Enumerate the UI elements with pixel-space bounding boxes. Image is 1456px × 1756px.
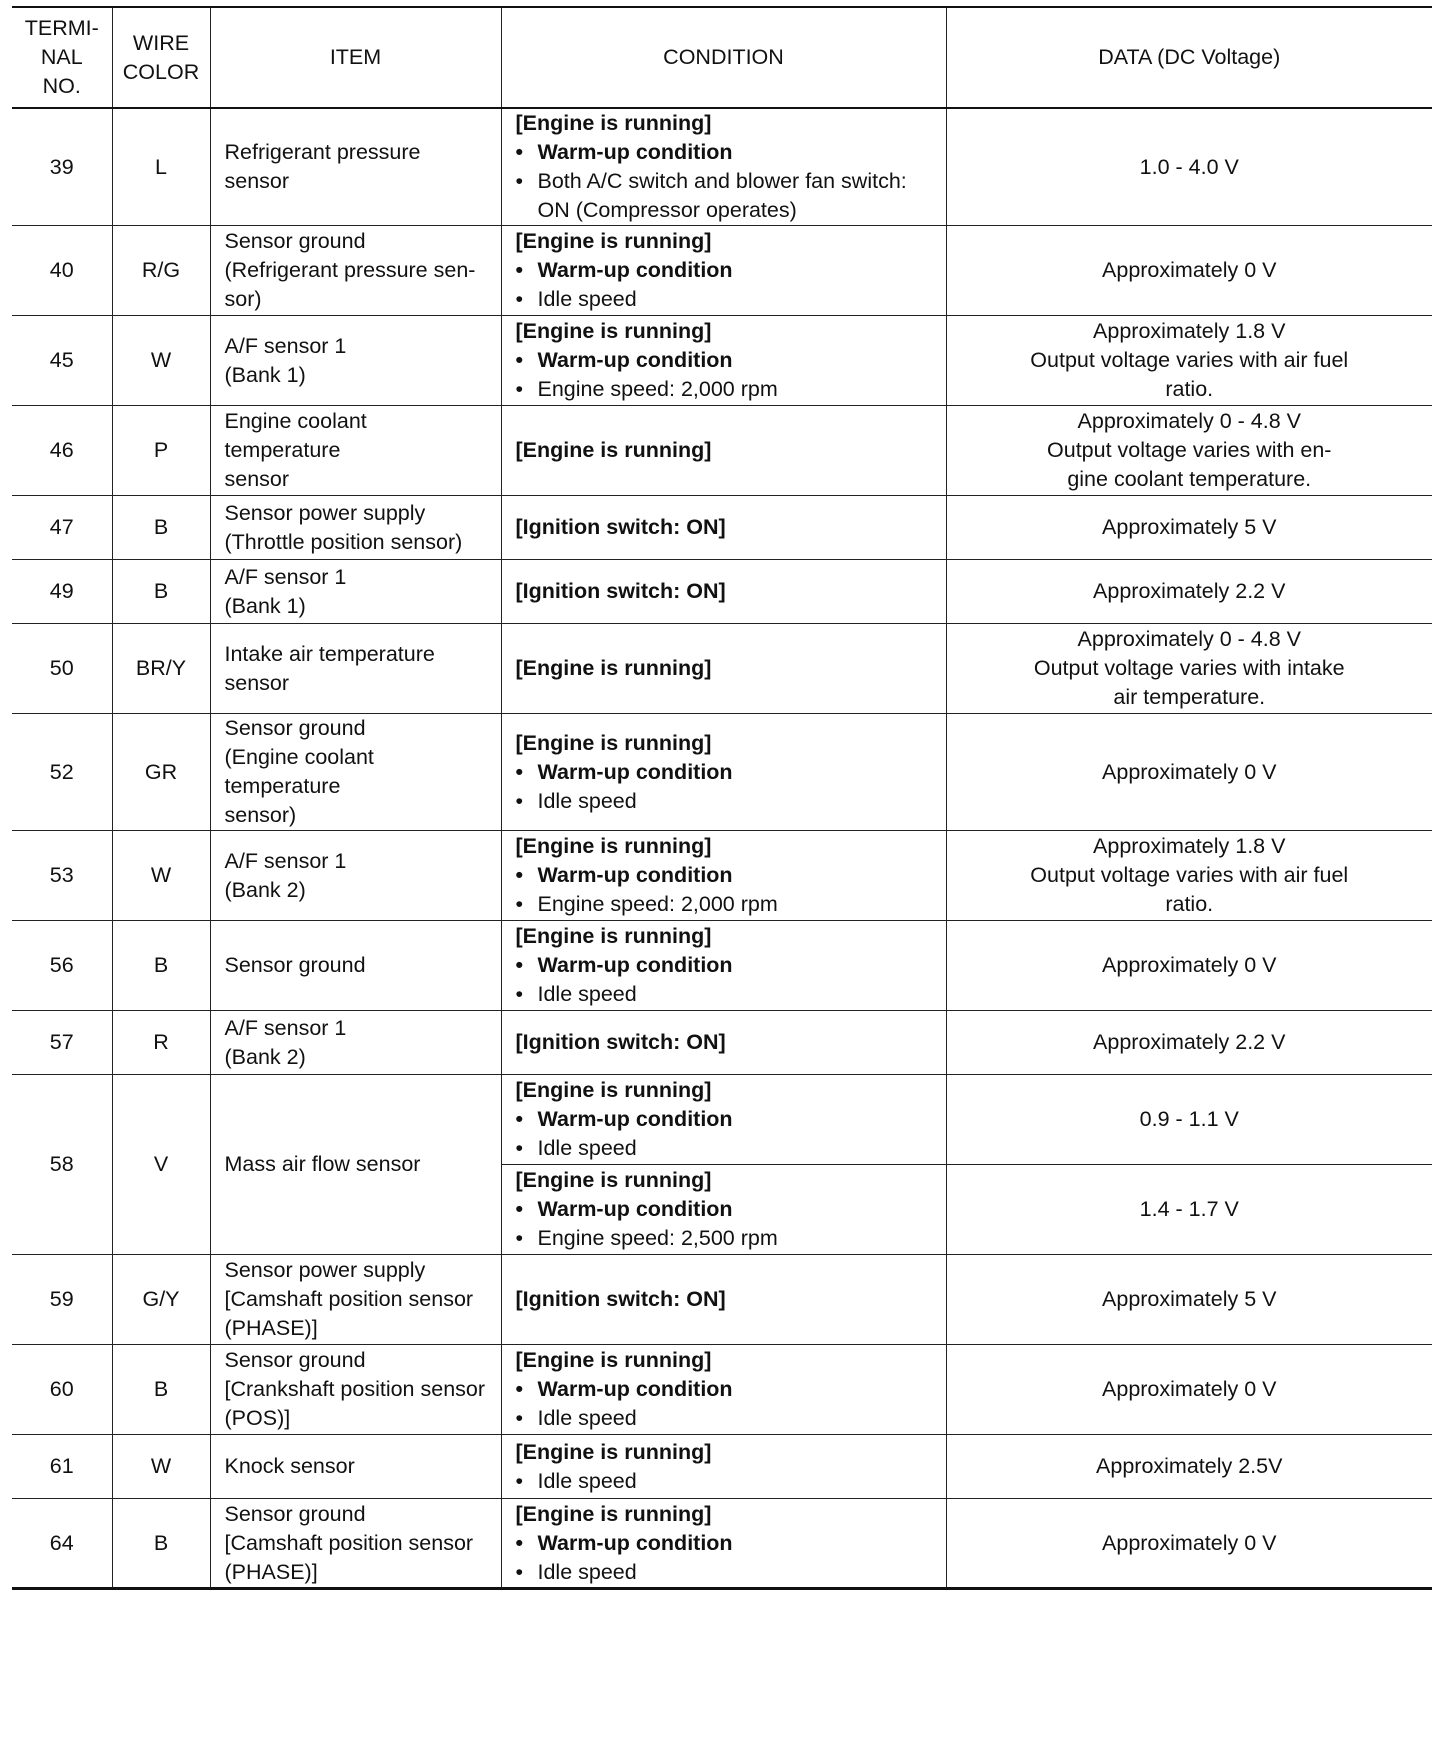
- terminal-data-document: [12, 6, 1432, 1590]
- condition-main: [Engine is running]: [515, 1501, 712, 1526]
- condition-bullet: • Idle speed: [516, 1558, 932, 1587]
- wire-color-cell: B: [112, 560, 210, 624]
- header-condition: CONDITION: [501, 7, 946, 108]
- condition-bullet: • Warm-up condition: [516, 256, 932, 285]
- terminal-no-cell: 47: [12, 496, 112, 560]
- table-row: [12, 1255, 1432, 1345]
- data-voltage-cell: Approximately 0 V: [946, 1345, 1432, 1435]
- condition-bullets: [516, 1195, 932, 1253]
- condition-bullets: [516, 346, 932, 404]
- table-row: [12, 108, 1432, 226]
- item-cell: Sensor ground [Camshaft position sensor (PHASE)]: [210, 1499, 501, 1589]
- terminal-no-cell: 49: [12, 560, 112, 624]
- terminal-no-cell: 57: [12, 1011, 112, 1075]
- condition-cell: [501, 714, 946, 831]
- item-cell: Sensor ground [Crankshaft position sensor (POS)]: [210, 1345, 501, 1435]
- condition-cell: [501, 108, 946, 226]
- condition-bullets: [516, 758, 932, 816]
- data-voltage-cell: Approximately 0 V: [946, 714, 1432, 831]
- condition-bullet: • Warm-up condition: [516, 861, 932, 890]
- table-row: [12, 714, 1432, 831]
- terminal-no-cell: 40: [12, 226, 112, 316]
- condition-bullet: • Idle speed: [516, 787, 932, 816]
- data-voltage-cell: 1.4 - 1.7 V: [946, 1165, 1432, 1255]
- condition-bullets: [516, 1375, 932, 1433]
- item-cell: A/F sensor 1 (Bank 1): [210, 560, 501, 624]
- table-row: [12, 1435, 1432, 1499]
- condition-main: [Engine is running]: [515, 1439, 712, 1464]
- item-cell: Intake air temperature sensor: [210, 624, 501, 714]
- data-voltage-cell: Approximately 5 V: [946, 496, 1432, 560]
- data-voltage-cell: Approximately 0 - 4.8 V Output voltage varies with intake air temperature.: [946, 624, 1432, 714]
- condition-bullet: • Engine speed: 2,000 rpm: [516, 375, 932, 404]
- table-row: [12, 1075, 1432, 1165]
- table-row: [12, 316, 1432, 406]
- table-header-row: [12, 7, 1432, 108]
- header-data: DATA (DC Voltage): [946, 7, 1432, 108]
- data-voltage-cell: Approximately 2.2 V: [946, 1011, 1432, 1075]
- condition-cell: [501, 1165, 946, 1255]
- data-voltage-cell: Approximately 5 V: [946, 1255, 1432, 1345]
- item-cell: Sensor ground: [210, 921, 501, 1011]
- condition-bullet: • Warm-up condition: [516, 138, 932, 167]
- wire-color-cell: W: [112, 831, 210, 921]
- data-voltage-cell: Approximately 0 V: [946, 226, 1432, 316]
- wire-color-cell: G/Y: [112, 1255, 210, 1345]
- table-row: [12, 1011, 1432, 1075]
- condition-bullet: • Idle speed: [516, 980, 932, 1009]
- terminal-no-cell: 45: [12, 316, 112, 406]
- header-wire-color: WIRE COLOR: [112, 7, 210, 108]
- condition-bullet: • Engine speed: 2,500 rpm: [516, 1224, 932, 1253]
- data-voltage-cell: Approximately 2.5V: [946, 1435, 1432, 1499]
- condition-cell: [501, 624, 946, 714]
- wire-color-cell: W: [112, 316, 210, 406]
- table-row: [12, 624, 1432, 714]
- condition-bullet: • Idle speed: [516, 1404, 932, 1433]
- item-cell: Sensor power supply [Camshaft position sensor (PHASE)]: [210, 1255, 501, 1345]
- data-voltage-cell: Approximately 0 V: [946, 1499, 1432, 1589]
- condition-cell: [501, 1011, 946, 1075]
- condition-main: [Engine is running]: [515, 1078, 712, 1102]
- data-voltage-cell: 0.9 - 1.1 V: [946, 1075, 1432, 1165]
- condition-cell: [501, 921, 946, 1011]
- condition-main: [Engine is running]: [515, 1348, 712, 1372]
- data-voltage-cell: Approximately 0 - 4.8 V Output voltage varies with en- gine coolant temperature.: [946, 406, 1432, 496]
- condition-bullet: • Warm-up condition: [516, 1195, 932, 1224]
- condition-bullets: [516, 1467, 932, 1496]
- table-row: [12, 560, 1432, 624]
- condition-main: [Engine is running]: [515, 924, 712, 948]
- wire-color-cell: W: [112, 1435, 210, 1499]
- condition-bullet: • Warm-up condition: [516, 1375, 932, 1404]
- condition-bullets: [516, 1529, 932, 1587]
- terminal-no-cell: 58: [12, 1075, 112, 1255]
- item-cell: Sensor ground (Refrigerant pressure sen- sor): [210, 226, 501, 316]
- data-voltage-cell: Approximately 1.8 V Output voltage varies with air fuel ratio.: [946, 831, 1432, 921]
- condition-main: [Engine is running]: [515, 111, 712, 135]
- condition-main: [Ignition switch: ON]: [515, 515, 726, 539]
- data-voltage-cell: 1.0 - 4.0 V: [946, 108, 1432, 226]
- condition-cell: [501, 1499, 946, 1589]
- condition-main: [Engine is running]: [515, 1168, 712, 1192]
- condition-bullets: [516, 951, 932, 1009]
- wire-color-cell: R/G: [112, 226, 210, 316]
- wire-color-cell: L: [112, 108, 210, 226]
- condition-bullets: [516, 1105, 932, 1163]
- condition-main: [Ignition switch: ON]: [515, 1030, 726, 1054]
- terminal-no-cell: 52: [12, 714, 112, 831]
- item-cell: Mass air flow sensor: [210, 1075, 501, 1255]
- condition-bullet: • Warm-up condition: [516, 1105, 932, 1134]
- condition-main: [Engine is running]: [515, 438, 712, 462]
- wire-color-cell: V: [112, 1075, 210, 1255]
- condition-bullet: • Idle speed: [516, 1467, 932, 1496]
- table-row: [12, 496, 1432, 560]
- wire-color-cell: R: [112, 1011, 210, 1075]
- data-voltage-cell: Approximately 2.2 V: [946, 560, 1432, 624]
- condition-cell: [501, 226, 946, 316]
- terminal-no-cell: 61: [12, 1435, 112, 1499]
- wire-color-cell: P: [112, 406, 210, 496]
- terminal-no-cell: 59: [12, 1255, 112, 1345]
- wire-color-cell: GR: [112, 714, 210, 831]
- condition-cell: [501, 1255, 946, 1345]
- condition-main: [Ignition switch: ON]: [515, 579, 726, 603]
- condition-cell: [501, 1435, 946, 1499]
- terminal-no-cell: 50: [12, 624, 112, 714]
- condition-bullet: • Warm-up condition: [516, 1529, 932, 1558]
- header-item: ITEM: [210, 7, 501, 108]
- condition-cell: [501, 1345, 946, 1435]
- table-row: [12, 226, 1432, 316]
- terminal-no-cell: 60: [12, 1345, 112, 1435]
- table-row: [12, 1345, 1432, 1435]
- header-terminal-no: TERMI- NAL NO.: [12, 7, 112, 108]
- condition-main: [Engine is running]: [515, 319, 712, 343]
- wire-color-cell: B: [112, 1345, 210, 1435]
- item-cell: Engine coolant temperature sensor: [210, 406, 501, 496]
- condition-cell: [501, 1075, 946, 1165]
- condition-main: [Engine is running]: [515, 730, 712, 755]
- condition-bullet: • Both A/C switch and blower fan switch: ON (Compressor operates): [516, 167, 932, 225]
- wire-color-cell: B: [112, 1499, 210, 1589]
- item-cell: A/F sensor 1 (Bank 2): [210, 831, 501, 921]
- item-cell: Knock sensor: [210, 1435, 501, 1499]
- terminal-no-cell: 39: [12, 108, 112, 226]
- condition-bullets: [516, 256, 932, 314]
- condition-bullet: • Warm-up condition: [516, 758, 932, 787]
- condition-bullet: • Idle speed: [516, 1134, 932, 1163]
- condition-bullet: • Engine speed: 2,000 rpm: [516, 890, 932, 919]
- condition-cell: [501, 560, 946, 624]
- terminal-no-cell: 64: [12, 1499, 112, 1589]
- condition-cell: [501, 496, 946, 560]
- wire-color-cell: B: [112, 921, 210, 1011]
- condition-cell: [501, 406, 946, 496]
- wire-color-cell: BR/Y: [112, 624, 210, 714]
- item-cell: A/F sensor 1 (Bank 1): [210, 316, 501, 406]
- condition-cell: [501, 316, 946, 406]
- condition-bullets: [516, 138, 932, 225]
- data-voltage-cell: Approximately 0 V: [946, 921, 1432, 1011]
- condition-main: [Engine is running]: [515, 229, 712, 253]
- item-cell: Refrigerant pressure sensor: [210, 108, 501, 226]
- condition-bullet: • Warm-up condition: [516, 951, 932, 980]
- item-cell: A/F sensor 1 (Bank 2): [210, 1011, 501, 1075]
- table-body: [12, 108, 1432, 1589]
- table-row: [12, 921, 1432, 1011]
- condition-main: [Engine is running]: [515, 834, 712, 858]
- condition-bullets: [516, 861, 932, 919]
- wire-color-cell: B: [112, 496, 210, 560]
- condition-main: [Ignition switch: ON]: [515, 1287, 726, 1311]
- item-cell: Sensor power supply (Throttle position sensor): [210, 496, 501, 560]
- table-row: [12, 406, 1432, 496]
- table-row: [12, 831, 1432, 921]
- condition-main: [Engine is running]: [515, 656, 712, 680]
- terminal-no-cell: 53: [12, 831, 112, 921]
- condition-bullet: • Idle speed: [516, 285, 932, 314]
- data-voltage-cell: Approximately 1.8 V Output voltage varies with air fuel ratio.: [946, 316, 1432, 406]
- condition-bullet: • Warm-up condition: [516, 346, 932, 375]
- terminal-voltage-table: [12, 6, 1432, 1590]
- terminal-no-cell: 56: [12, 921, 112, 1011]
- terminal-no-cell: 46: [12, 406, 112, 496]
- condition-cell: [501, 831, 946, 921]
- table-row: [12, 1499, 1432, 1589]
- item-cell: Sensor ground (Engine coolant temperature sensor): [210, 714, 501, 831]
